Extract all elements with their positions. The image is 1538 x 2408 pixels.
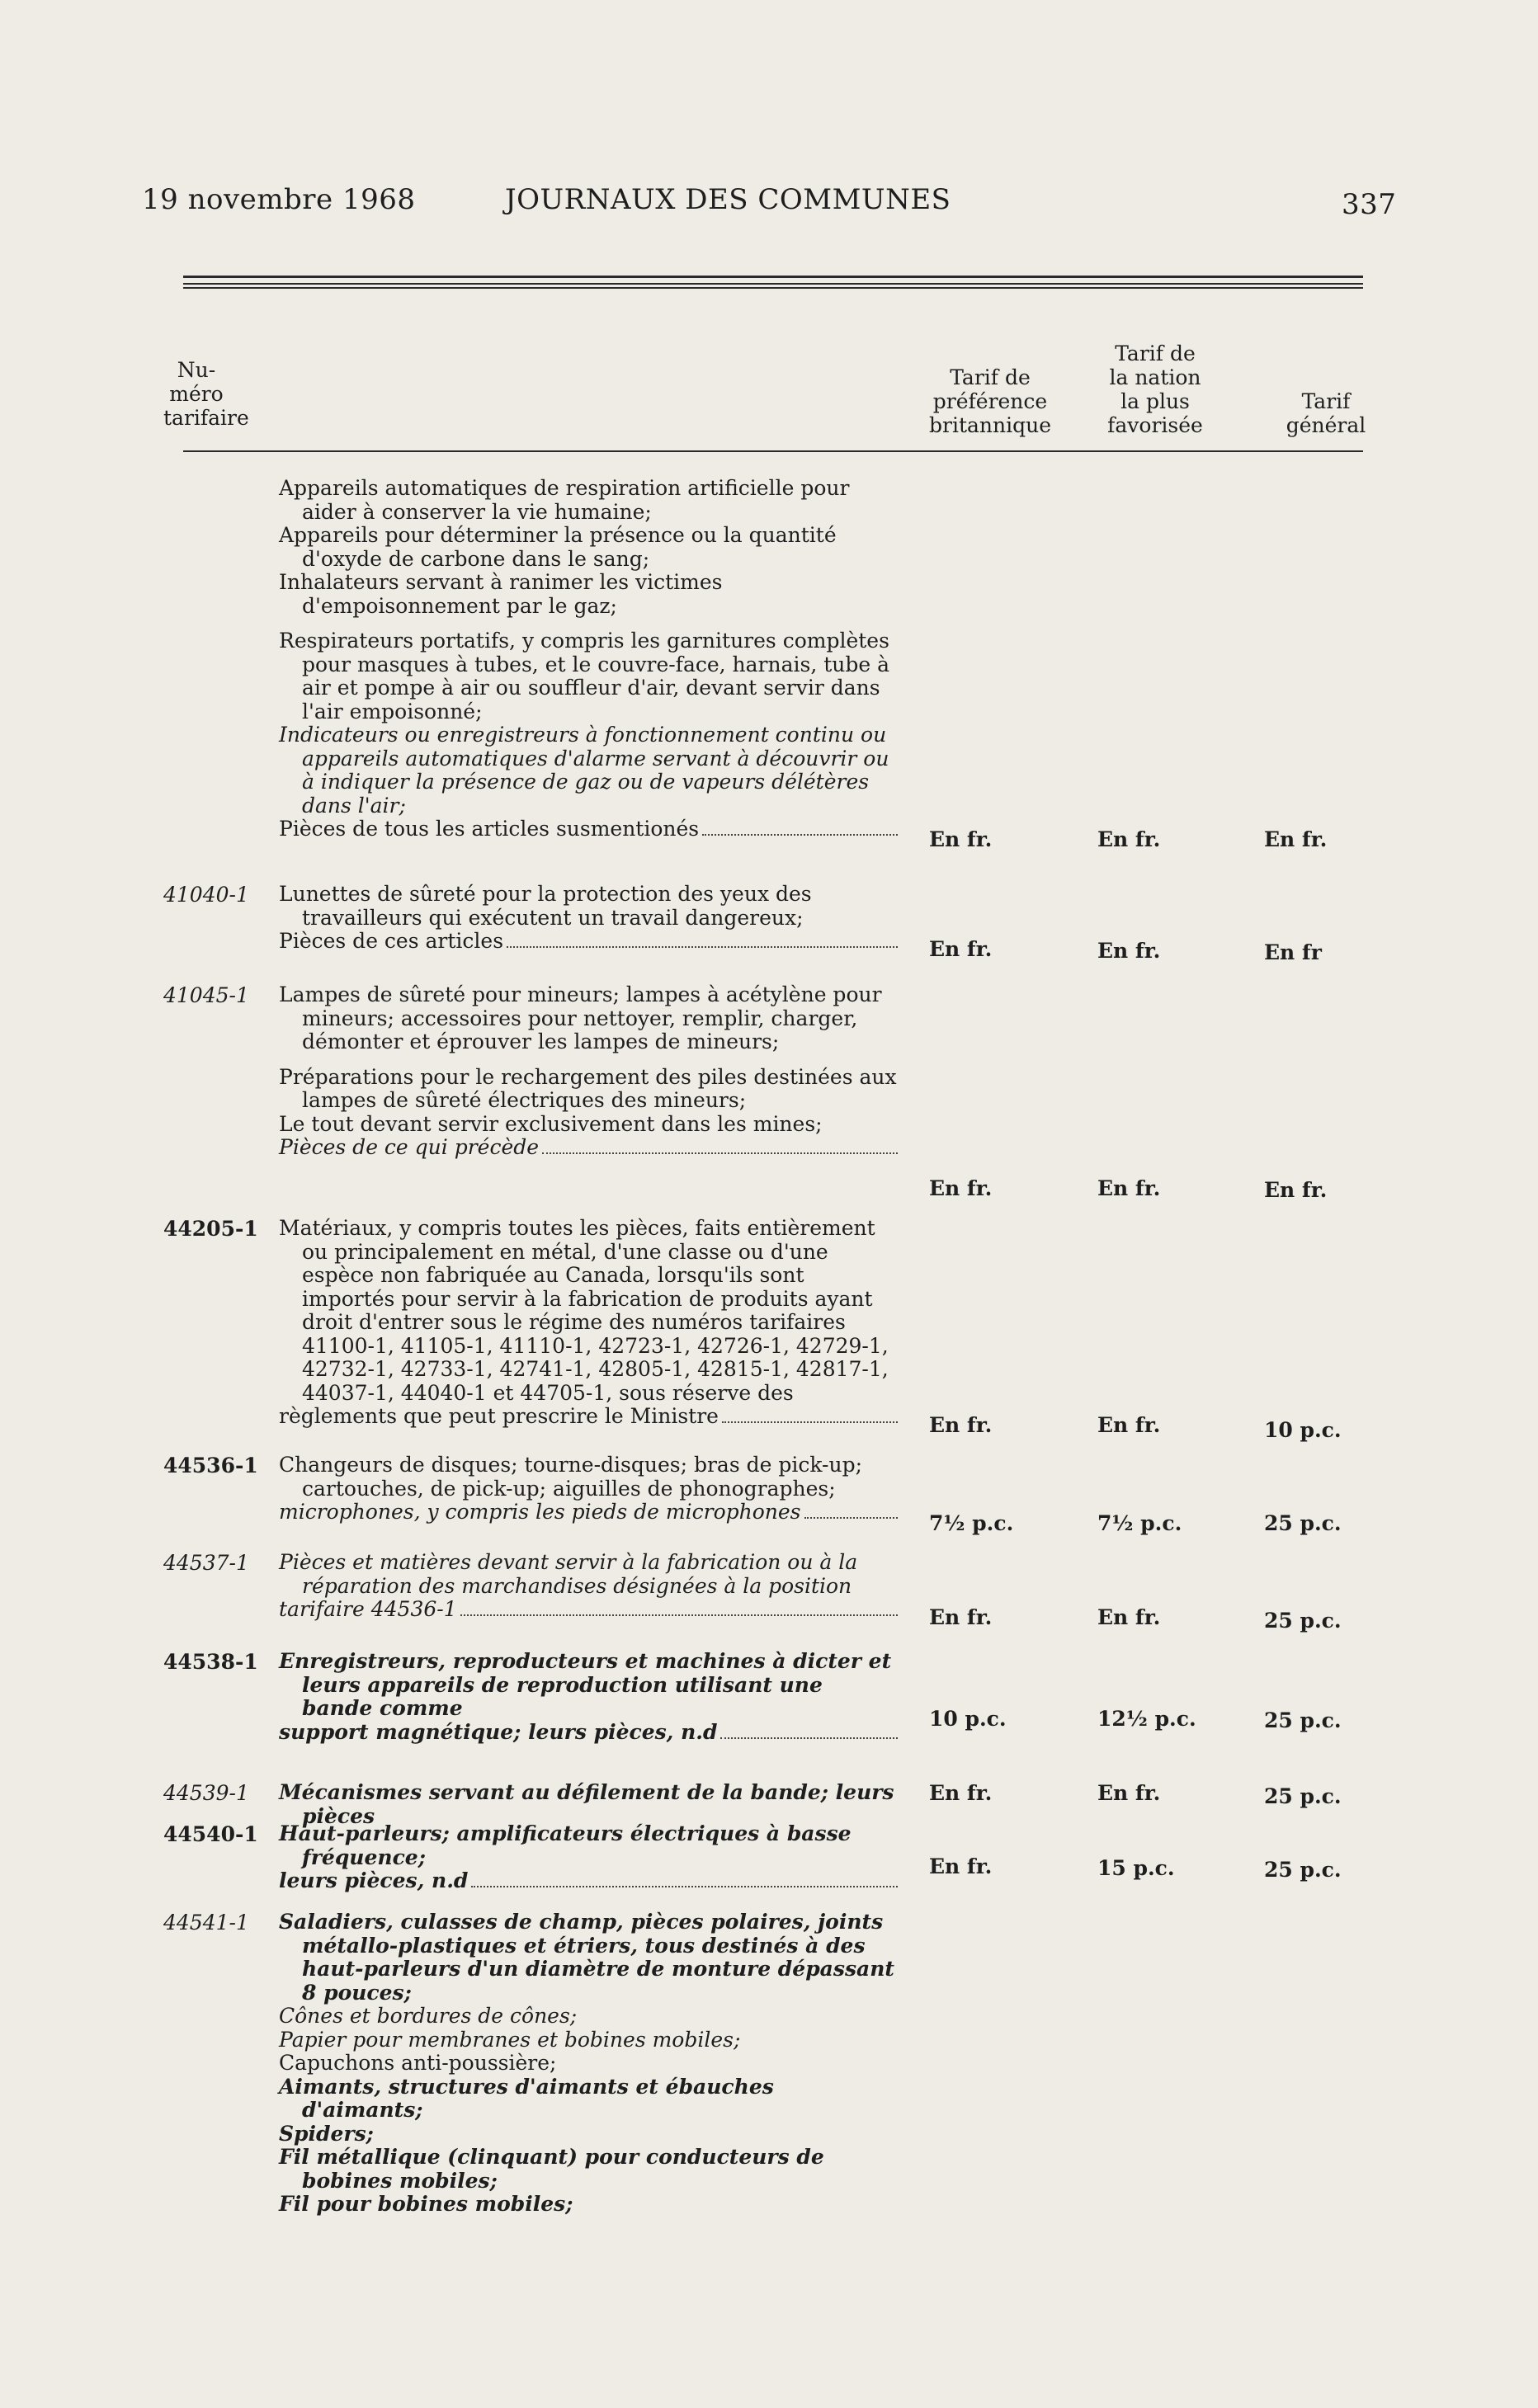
rate-british-preference: En fr. — [929, 937, 993, 961]
header-date: 19 novembre 1968 — [142, 183, 416, 216]
tariff-number: 41040-1 — [163, 883, 249, 907]
tariff-number: 44536-1 — [163, 1454, 258, 1477]
rate-british-preference: En fr. — [929, 1854, 993, 1878]
tariff-entry-description: Changeurs de disques; tourne-disques; bras de pick-up; cartouches, de pick-up; aiguilles de phonographes; microphones, y compris les pieds de microphones — [279, 1454, 899, 1524]
tariff-entry-description: Appareils automatiques de respiration artificielle pour aider à conserver la vie humaine; Appareils pour déterminer la présence ou la quantité d'oxyde de carbone dans le sang; Inhalateurs servant à ranimer les victimes d'empoisonnement par le gaz; Respirateurs portatifs, y compris les garnitures complètes pour masques à tubes, et le couvre-face, harnais, tube à air et pompe à air ou souffleur d'air, devant servir dans l'air empoisonné; Indicateurs ou enregistreurs à fonctionnement continu ou appareils automatiques d'alarme servant à découvrir ou à indiquer la présence de gaz ou de vapeurs délétères dans l'air; Pièces de tous les articles susmentionés — [279, 477, 899, 841]
column-header-general: Tarif général — [1286, 389, 1366, 437]
rate-general: En fr — [1264, 940, 1322, 964]
column-header-rule — [183, 450, 1363, 452]
rate-general: En fr. — [1264, 1178, 1328, 1202]
tariff-number: 44541-1 — [163, 1911, 249, 1934]
rate-british-preference: En fr. — [929, 1413, 993, 1437]
rate-most-favoured-nation: En fr. — [1097, 1176, 1161, 1200]
rate-general: 25 p.c. — [1264, 1609, 1342, 1633]
tariff-entry-description: Lampes de sûreté pour mineurs; lampes à acétylène pour mineurs; accessoires pour nettoyer, remplir, charger, démonter et éprouver les lampes de mineurs; Préparations pour le rechargement des piles destinées aux lampes de sûreté électriques des mineurs; Le tout devant servir exclusivement dans les mines; Pièces de ce qui précède — [279, 983, 897, 1159]
tariff-entry-description: Lunettes de sûreté pour la protection des yeux des travailleurs qui exécutent un travail dangereux; Pièces de ces articles — [279, 883, 899, 954]
rate-general: 25 p.c. — [1264, 1784, 1342, 1808]
column-header-number: Nu- méro tarifaire — [163, 358, 249, 430]
tariff-number: 41045-1 — [163, 983, 249, 1007]
tariff-entry-description: Saladiers, culasses de champ, pièces polaires, joints métallo-plastiques et étriers, tous destinés à des haut-parleurs d'un diamètre de monture dépassant 8 pouces; Cônes et bordures de cônes; Papier pour membranes et bobines mobiles; Capuchons anti-poussière; Aimants, structures d'aimants et ébauches d'aimants; Spiders; Fil métallique (clinquant) pour conducteurs de bobines mobiles; Fil pour bobines mobiles; — [279, 1910, 894, 2216]
rate-most-favoured-nation: En fr. — [1097, 1605, 1161, 1629]
rate-most-favoured-nation: 15 p.c. — [1097, 1856, 1175, 1880]
tariff-entry-description: Haut-parleurs; amplificateurs électriques à basse fréquence; leurs pièces, n.d — [279, 1822, 899, 1893]
tariff-number: 44205-1 — [163, 1217, 258, 1241]
tariff-number: 44539-1 — [163, 1781, 249, 1805]
rate-british-preference: En fr. — [929, 1781, 993, 1805]
rate-most-favoured-nation: En fr. — [1097, 939, 1161, 963]
tariff-number: 44538-1 — [163, 1650, 258, 1674]
column-header-british-preference: Tarif de préférence britannique — [929, 365, 1051, 437]
header-title: JOURNAUX DES COMMUNES — [505, 183, 951, 216]
rate-most-favoured-nation: En fr. — [1097, 1781, 1161, 1805]
tariff-entry-description: Matériaux, y compris toutes les pièces, faits entièrement ou principalement en métal, d'une classe ou d'une espèce non fabriquée au Canada, lorsqu'ils sont importés pour servir à la fabrication de produits ayant droit d'entrer sous le régime des numéros tarifaires 41100-1, 41105-1, 41110-1, 42723-1, 42726-1, 42729-1, 42732-1, 42733-1, 42741-1, 42805-1, 42815-1, 42817-1, 44037-1, 44040-1 et 44705-1, sous réserve des règlements que peut prescrire le Ministre — [279, 1217, 899, 1429]
rate-british-preference: En fr. — [929, 1605, 993, 1629]
rate-most-favoured-nation: En fr. — [1097, 1413, 1161, 1437]
rate-most-favoured-nation: En fr. — [1097, 827, 1161, 851]
rate-british-preference: En fr. — [929, 827, 993, 851]
header-rule — [183, 287, 1363, 289]
rate-most-favoured-nation: 7½ p.c. — [1097, 1511, 1182, 1535]
rate-general: 25 p.c. — [1264, 1708, 1342, 1732]
rate-british-preference: En fr. — [929, 1176, 993, 1200]
tariff-entry-description: Enregistreurs, reproducteurs et machines à dicter et leurs appareils de reproduction utilisant une bande comme support magnétique; leurs pièces, n.d — [279, 1650, 899, 1745]
column-header-most-favoured-nation: Tarif de la nation la plus favorisée — [1107, 342, 1203, 437]
rate-general: 25 p.c. — [1264, 1858, 1342, 1882]
header-rule — [183, 276, 1363, 278]
rate-general: 25 p.c. — [1264, 1511, 1342, 1535]
rate-british-preference: 7½ p.c. — [929, 1511, 1014, 1535]
tariff-entry-description: Mécanismes servant au défilement de la bande; leurs pièces — [279, 1780, 894, 1828]
tariff-entry-description: Pièces et matières devant servir à la fabrication ou à la réparation des marchandises désignées à la position tarifaire 44536-1 — [279, 1551, 899, 1622]
header-rule — [183, 283, 1363, 285]
rate-british-preference: 10 p.c. — [929, 1707, 1007, 1731]
tariff-number: 44537-1 — [163, 1551, 249, 1575]
tariff-number: 44540-1 — [163, 1822, 258, 1846]
rate-general: En fr. — [1264, 827, 1328, 851]
rate-most-favoured-nation: 12½ p.c. — [1097, 1707, 1196, 1731]
page-number: 337 — [1342, 188, 1397, 221]
rate-general: 10 p.c. — [1264, 1418, 1342, 1442]
